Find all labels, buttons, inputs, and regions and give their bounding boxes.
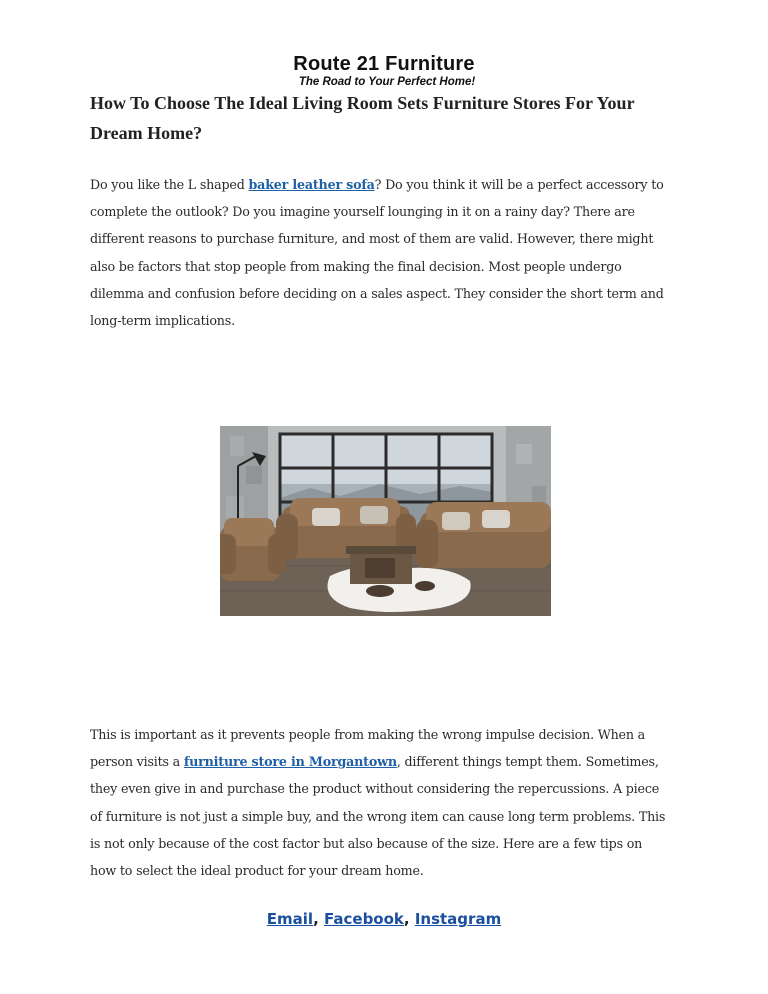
- body-text-end: , different things tempt them. Sometimes, they even give in and purchase the product without considering the repercussions. A piece of furniture is not just a simple buy, and the wrong item can cause long term problems. This is not only because of the cost factor but also because of the size. Here are a few tips on how to select the ideal product for your dream home.: [90, 754, 666, 879]
- footer-separator: ,: [313, 910, 325, 928]
- logo-title: Route 21 Furniture: [293, 53, 475, 75]
- intro-text-start: Do you like the L shaped: [90, 177, 249, 192]
- body-paragraph: [90, 721, 670, 884]
- body-text-start: This is important as it prevents people from making the wrong impulse decision. When a person visits a: [90, 727, 646, 770]
- logo-tagline: The Road to Your Perfect Home!: [298, 76, 476, 88]
- intro-paragraph: [90, 171, 670, 334]
- email-link[interactable]: Email: [266, 910, 314, 928]
- intro-text-end: ? Do you think it will be a perfect accessory to complete the outlook? Do you imagine yourself lounging in it on a rainy day? There are different reasons to purchase furniture, and most of them are valid. However, there might also be factors that stop people from making the final decision. Most people undergo dilemma and confusion before deciding on a sales aspect. They consider the short term and long-term implications.: [90, 177, 664, 329]
- baker-leather-sofa-link[interactable]: baker leather sofa: [248, 177, 375, 192]
- brand-logo: [0, 54, 768, 89]
- instagram-link[interactable]: Instagram: [414, 910, 502, 928]
- living-room-photo: [220, 426, 551, 616]
- living-room-illustration: [220, 426, 551, 616]
- article-heading: How To Choose The Ideal Living Room Sets Furniture Stores For Your Dream Home?: [90, 93, 635, 143]
- furniture-store-link[interactable]: furniture store in Morgantown: [183, 754, 397, 770]
- footer-separator: ,: [403, 910, 415, 928]
- footer-links: [0, 910, 768, 928]
- facebook-link[interactable]: Facebook: [324, 910, 404, 928]
